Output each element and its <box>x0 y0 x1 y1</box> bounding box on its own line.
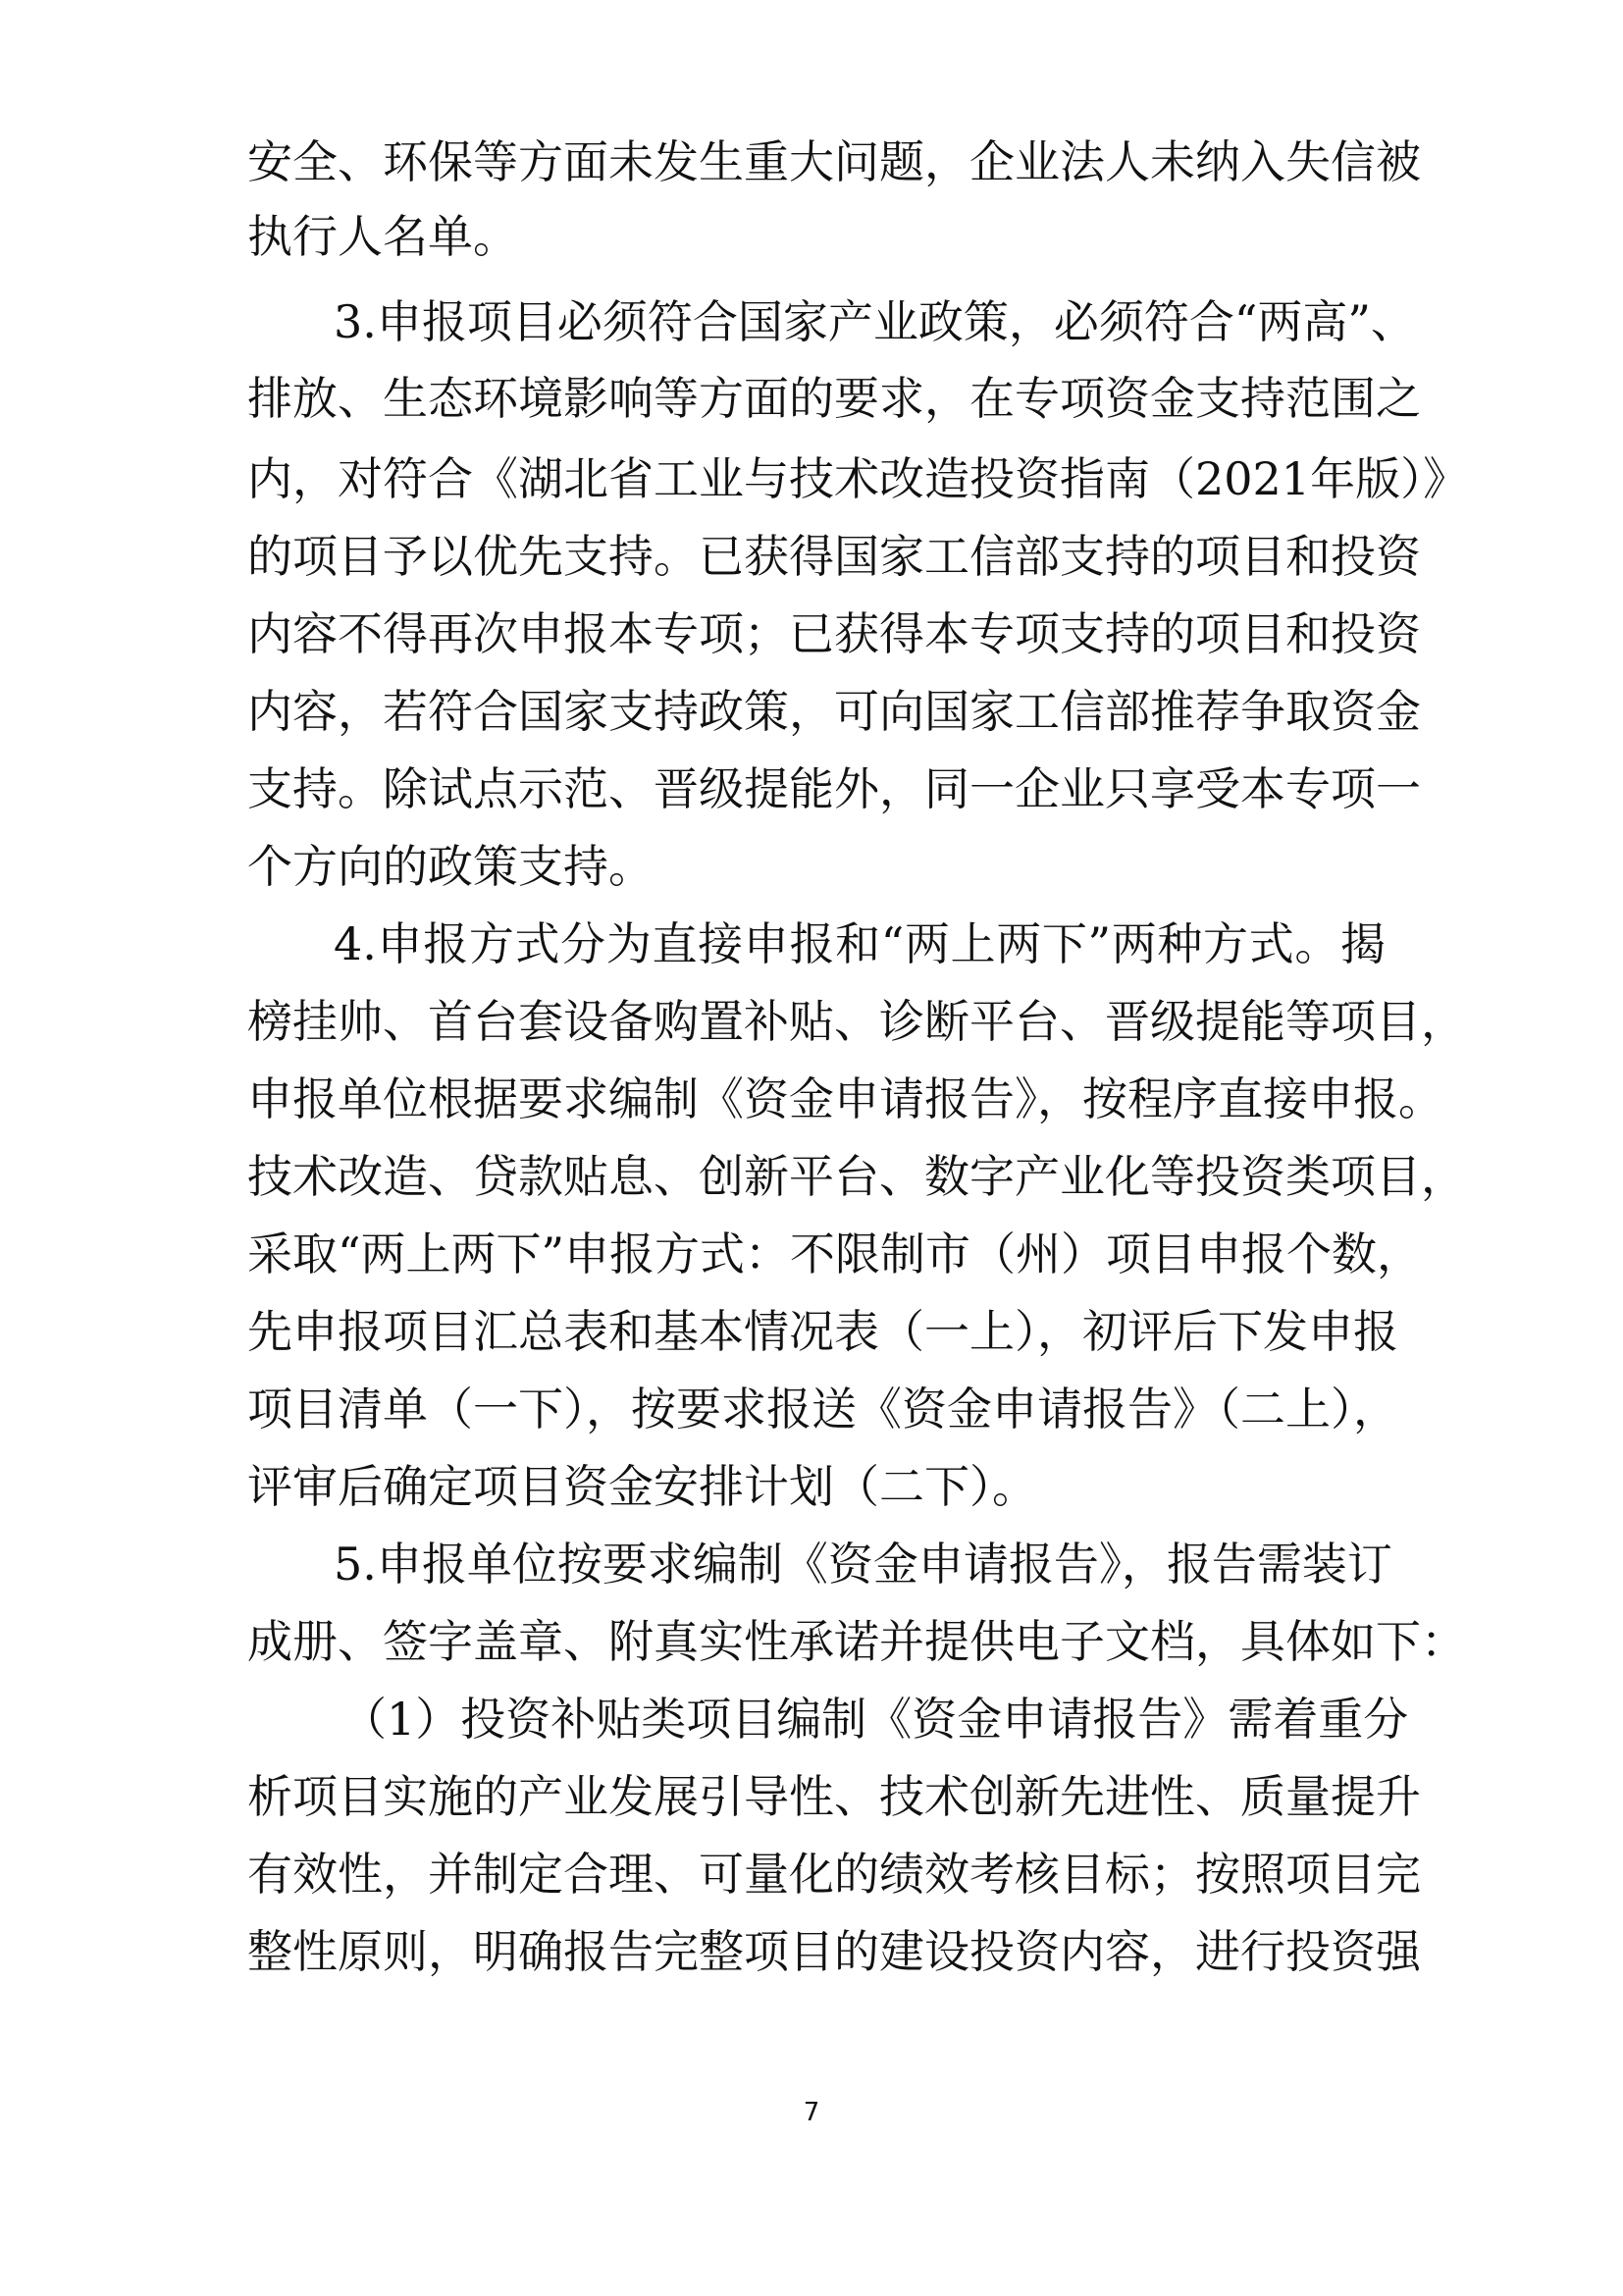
text-line-5: 内，对符合《湖北省工业与技术改造投资指南（2021年版）》 <box>247 452 1469 505</box>
text-line-10: 个方向的政策支持。 <box>247 840 654 893</box>
text-line-2: 执行人名单。 <box>247 210 518 263</box>
text-line-21: （1）投资补贴类项目编制《资金申请报告》需着重分 <box>341 1693 1409 1746</box>
text-line-6: 的项目予以优先支持。已获得国家工信部支持的项目和投资 <box>247 530 1421 583</box>
text-line-4: 排放、生态环境影响等方面的要求，在专项资金支持范围之 <box>247 372 1421 425</box>
text-line-8: 内容，若符合国家支持政策，可向国家工信部推荐争取资金 <box>247 685 1421 738</box>
page-number: 7 <box>803 2098 820 2127</box>
text-line-1: 安全、环保等方面未发生重大问题，企业法人未纳入失信被 <box>247 135 1421 188</box>
text-line-20: 成册、签字盖章、附真实性承诺并提供电子文档，具体如下： <box>247 1615 1466 1668</box>
text-line-3: 3.申报项目必须符合国家产业政策，必须符合“两高”、 <box>334 295 1416 348</box>
text-line-14: 技术改造、贷款贴息、创新平台、数字产业化等投资类项目， <box>247 1150 1466 1203</box>
text-line-12: 榜挂帅、首台套设备购置补贴、诊断平台、晋级提能等项目， <box>247 995 1466 1048</box>
text-line-23: 有效性，并制定合理、可量化的绩效考核目标；按照项目完 <box>247 1848 1421 1901</box>
text-line-24: 整性原则，明确报告完整项目的建设投资内容，进行投资强 <box>247 1925 1421 1978</box>
text-line-16: 先申报项目汇总表和基本情况表（一上），初评后下发申报 <box>247 1305 1398 1358</box>
text-line-17: 项目清单（一下），按要求报送《资金申请报告》（二上）， <box>247 1383 1398 1435</box>
text-line-13: 申报单位根据要求编制《资金申请报告》，按程序直接申报。 <box>247 1072 1443 1125</box>
text-line-15: 采取“两上两下”申报方式：不限制市（州）项目申报个数， <box>247 1227 1423 1280</box>
text-line-19: 5.申报单位按要求编制《资金申请报告》，报告需装订 <box>334 1538 1392 1591</box>
text-line-11: 4.申报方式分为直接申报和“两上两下”两种方式。揭 <box>334 917 1386 970</box>
text-line-9: 支持。除试点示范、晋级提能外，同一企业只享受本专项一 <box>247 762 1421 815</box>
text-line-18: 评审后确定项目资金安排计划（二下）。 <box>247 1460 1037 1513</box>
text-line-7: 内容不得再次申报本专项；已获得本专项支持的项目和投资 <box>247 607 1421 660</box>
text-line-22: 析项目实施的产业发展引导性、技术创新先进性、质量提升 <box>247 1770 1421 1823</box>
